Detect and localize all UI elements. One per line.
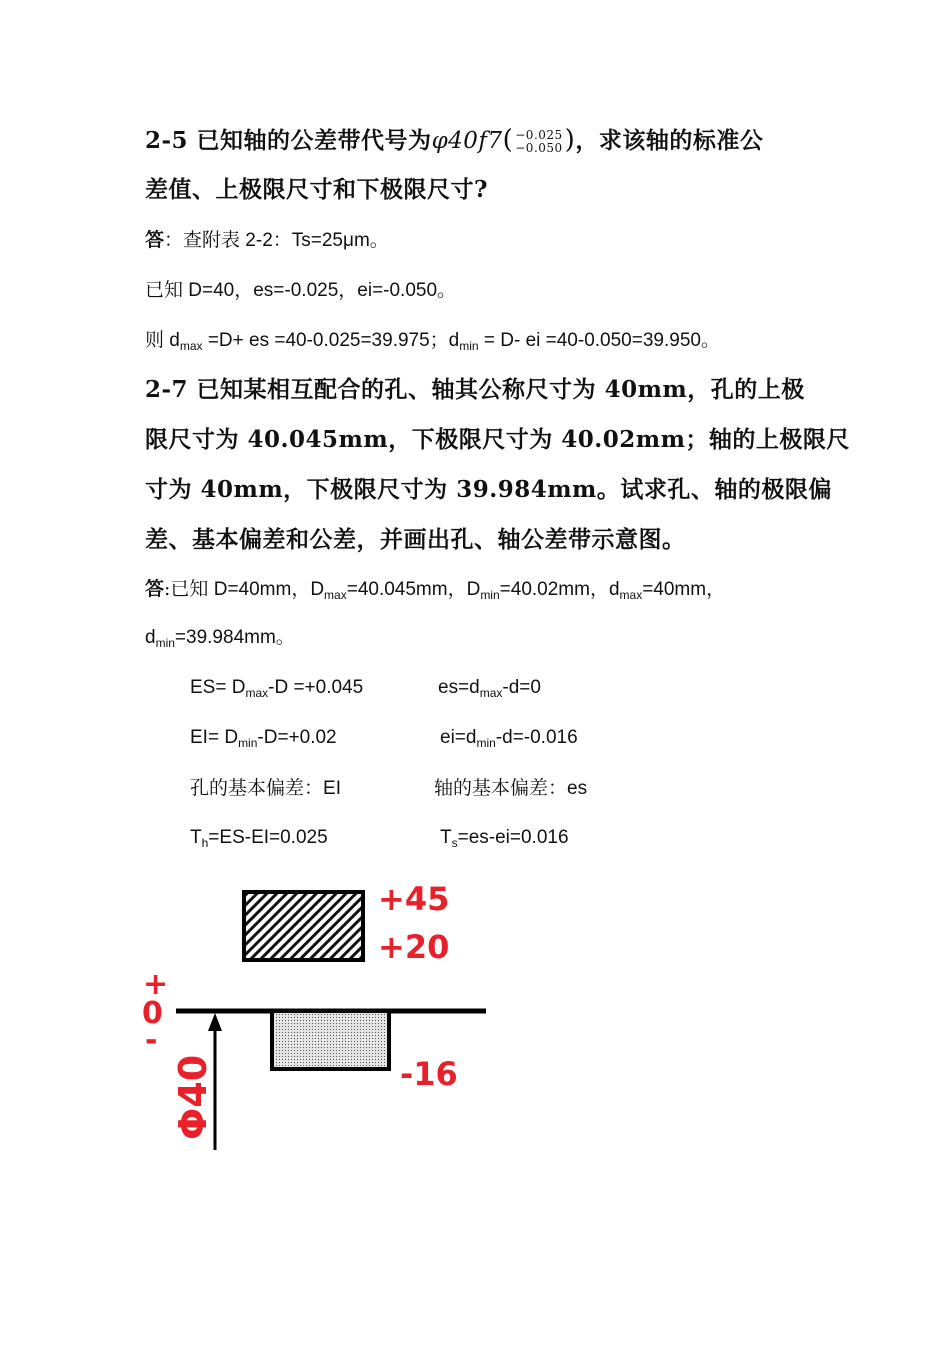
shaft-tolerance: $T_s=es-ei=0.016$ <box>440 827 569 850</box>
answer-2-5-line-2: 已知 D=40，es=-0.025，ei=-0.050。 <box>145 279 457 301</box>
hole-tolerance: $T_h=ES-EI=0.025$ <box>190 827 328 850</box>
answer-2-5-line-1: 答：查附表 2-2：Ts=25μm。 <box>145 229 389 251</box>
nominal-size-label: Φ40 <box>171 1054 215 1140</box>
answer-2-7-line-2: $d_{min}=39.984mm$。 <box>145 627 295 650</box>
shaft-basic-deviation: 轴的基本偏差：es <box>434 777 588 799</box>
question-2-5-line-1: 2-5 已知轴的公差带代号为φ40f7( −0.025 −0.050 )，求该轴的标准公 <box>145 125 764 155</box>
hole-tolerance-zone <box>244 892 363 960</box>
question-2-7-line-4: 差、基本偏差和公差，并画出孔、轴公差带示意图。 <box>145 526 686 553</box>
question-2-7-line-2: 限尺寸为 40.045mm，下极限尺寸为 40.02mm；轴的上极限尺 <box>145 426 850 453</box>
question-2-7-line-3: 寸为 40mm，下极限尺寸为 39.984mm。试求孔、轴的极限偏 <box>145 476 832 503</box>
shaft-tolerance-zone <box>272 1011 389 1069</box>
lower-deviation-ei-hole: $EI= D_{min}-D=+0.02$ <box>190 727 337 750</box>
plus-sign-label: + <box>143 967 169 1002</box>
tolerance-code: φ40f7 <box>431 128 503 154</box>
question-2-7-line-1: 2-7 已知某相互配合的孔、轴其公称尺寸为 40mm，孔的上极 <box>145 376 805 403</box>
upper-deviation-es-hole: $ES= D_{max}-D =+0.045$ <box>190 677 364 700</box>
upper-deviation-es-shaft: $es=d_{max}-d=0$ <box>438 677 541 700</box>
hole-basic-deviation: 孔的基本偏差：EI <box>190 777 341 799</box>
hole-upper-deviation-label: +45 <box>378 880 450 918</box>
lower-deviation-ei-shaft: $ei=d_{min}-d=-0.016$ <box>440 727 578 750</box>
hole-lower-deviation-label: +20 <box>378 928 450 966</box>
upper-deviation: −0.025 <box>515 128 563 142</box>
arrow-head-icon <box>208 1013 222 1031</box>
shaft-lower-deviation-label: -16 <box>400 1055 458 1093</box>
question-2-5-line-2: 差值、上极限尺寸和下极限尺寸? <box>145 176 488 203</box>
answer-2-7-line-1: 答:已知 D=40mm，$D_{max}=40.045mm$，$D_{min}=40.02mm$，$d_{max}=40mm$， <box>145 578 726 602</box>
lower-deviation: −0.050 <box>515 141 563 155</box>
question-text: 2-5 已知轴的公差带代号为 <box>145 127 432 154</box>
zero-label: 0 <box>142 996 163 1031</box>
minus-sign-label: - <box>145 1023 158 1058</box>
question-text: ，求该轴的标准公 <box>575 127 764 154</box>
answer-2-5-line-3: 则 $d_{max} =D+$ es =40-0.025=39.975；$d_{min} = D-$ ei =40-0.050=39.950。 <box>145 329 720 353</box>
